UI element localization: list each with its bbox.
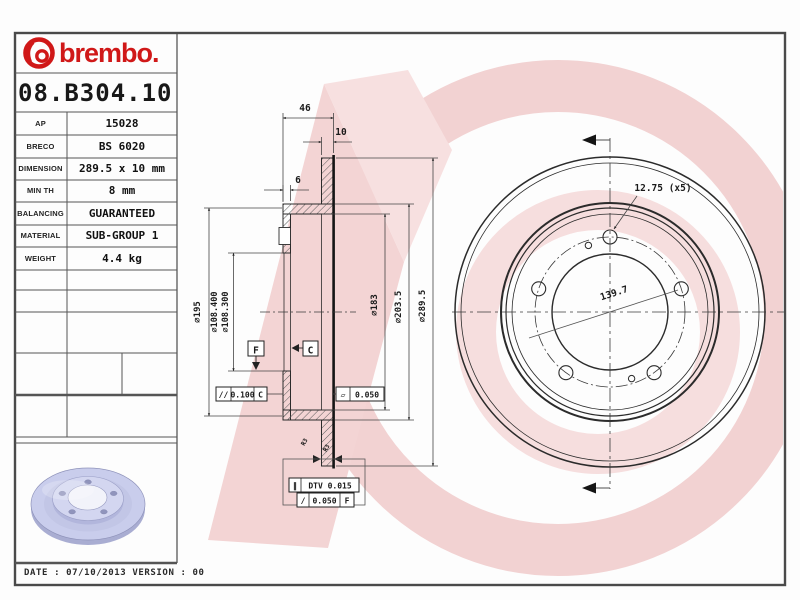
brembo-wordmark: brembo.: [59, 38, 159, 68]
svg-text:∥: ∥: [293, 481, 297, 491]
spec-label-weight: WEIGHT: [24, 254, 57, 263]
dia-web-od-label: ⌀195: [193, 301, 203, 323]
spec-value-dimension: 289.5 x 10 mm: [78, 162, 166, 175]
dim-width-label: 46: [299, 103, 311, 114]
svg-text://: //: [218, 390, 229, 400]
bolt-holes-note: 12.75 (x5): [634, 183, 692, 194]
spec-value-weight: 4.4 kg: [102, 252, 142, 265]
spec-value-balancing: GUARANTEED: [88, 207, 156, 220]
bolt-hole-section: [279, 228, 291, 245]
bolt-circle-diameter-label: 139.7: [598, 283, 630, 304]
spec-label-balancing: BALANCING: [17, 209, 64, 218]
dim-web-label: 6: [295, 175, 301, 186]
spec-value-material: SUB-GROUP 1: [85, 229, 159, 242]
dia-inner-label: ⌀183: [370, 294, 380, 316]
svg-text:0.100: 0.100: [230, 390, 255, 400]
fillet-left-label: R3: [299, 437, 310, 448]
dim-thickness-label: 10: [335, 127, 347, 138]
spec-value-ap: 15028: [105, 117, 139, 130]
svg-text:0.050: 0.050: [312, 496, 337, 506]
spec-label-material: MATERIAL: [20, 231, 61, 240]
dia-bore-max-label: ⌀108.400: [210, 291, 220, 333]
svg-text:DTV 0.015: DTV 0.015: [308, 481, 352, 491]
svg-text:F: F: [344, 496, 350, 506]
spec-label-min-th: MIN TH: [26, 186, 55, 195]
dia-outer-label: ⌀289.5: [418, 289, 428, 323]
disc-3d-render: [31, 468, 145, 545]
brembo-roundel-icon: [26, 40, 53, 67]
dia-hat-label: ⌀203.5: [394, 290, 404, 324]
spec-label-breco: BRECO: [26, 142, 55, 151]
spec-label-dimension: DIMENSION: [18, 164, 63, 173]
spec-label-ap: AP: [35, 119, 46, 128]
flatness-tolerance-frame: [332, 387, 384, 401]
fillet-right-label: R3: [321, 443, 332, 454]
part-number: 08.B304.10: [18, 79, 173, 107]
spec-value-breco: BS 6020: [98, 140, 146, 153]
date-version-footer: DATE : 07/10/2013 VERSION : 00: [24, 568, 205, 578]
svg-text:C: C: [307, 345, 314, 357]
dia-bore-min-label: ⌀108.300: [221, 291, 231, 333]
svg-text:/: /: [300, 496, 306, 506]
svg-text:C: C: [258, 390, 263, 400]
svg-text:F: F: [253, 345, 259, 357]
svg-text:0.050: 0.050: [354, 390, 380, 400]
spec-value-min-th: 8 mm: [108, 184, 136, 197]
svg-text:▱: ▱: [340, 390, 346, 400]
